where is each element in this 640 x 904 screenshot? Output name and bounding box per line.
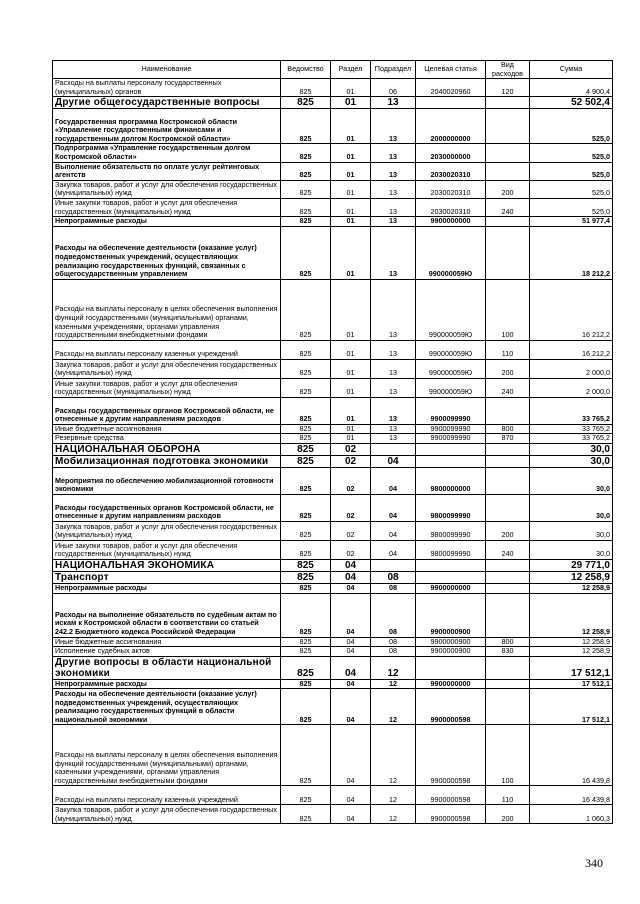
cell-section: 04 — [331, 725, 371, 786]
cell-name: Закупка товаров, работ и услуг для обеспечения государственных (муниципальных) нужд — [53, 805, 281, 824]
cell-exp-type: 800 — [486, 424, 530, 434]
cell-exp-type — [486, 494, 530, 521]
cell-dept: 825 — [281, 79, 331, 97]
table-row — [53, 540, 613, 559]
cell-exp-type: 830 — [486, 647, 530, 657]
cell-dept: 825 — [281, 689, 331, 725]
cell-target: 9900000598 — [416, 689, 486, 725]
cell-dept: 825 — [281, 467, 331, 494]
cell-section: 04 — [331, 689, 371, 725]
table-row — [53, 378, 613, 397]
cell-section: 04 — [331, 583, 371, 593]
cell-exp-type: 110 — [486, 340, 530, 359]
cell-amount: 29 771,0 — [530, 559, 613, 571]
cell-section: 01 — [331, 180, 371, 198]
cell-target: 990000059Ю — [416, 378, 486, 397]
table-row — [53, 679, 613, 689]
cell-subsection: 12 — [371, 786, 416, 805]
cell-dept: 825 — [281, 162, 331, 180]
cell-name: Расходы на выплаты персоналу в целях обеспечения выполнения функций государственными (муниципальными) органами, казенными учреждениями, органами управления государственными внебюджетными фондами — [53, 279, 281, 340]
cell-dept: 825 — [281, 217, 331, 227]
cell-subsection: 04 — [371, 540, 416, 559]
cell-exp-type — [486, 679, 530, 689]
table-row — [53, 359, 613, 378]
table-row — [53, 180, 613, 198]
cell-exp-type: 120 — [486, 79, 530, 97]
cell-amount: 12 258,9 — [530, 593, 613, 637]
cell-subsection: 08 — [371, 647, 416, 657]
cell-amount: 30,0 — [530, 443, 613, 455]
cell-subsection: 04 — [371, 521, 416, 540]
cell-dept: 825 — [281, 540, 331, 559]
table-row — [53, 97, 613, 109]
cell-name: НАЦИОНАЛЬНАЯ ОБОРОНА — [53, 443, 281, 455]
table-row — [53, 162, 613, 180]
cell-subsection: 04 — [371, 467, 416, 494]
header-subsection: Подраздел — [371, 61, 416, 79]
page-number: 340 — [585, 856, 603, 870]
cell-amount: 12 258,9 — [530, 571, 613, 583]
cell-target: 990000059Ю — [416, 226, 486, 279]
table-row — [53, 424, 613, 434]
cell-amount: 30,0 — [530, 467, 613, 494]
cell-exp-type: 100 — [486, 725, 530, 786]
cell-target: 9800099990 — [416, 494, 486, 521]
cell-amount: 52 502,4 — [530, 97, 613, 109]
cell-dept: 825 — [281, 637, 331, 647]
cell-target — [416, 455, 486, 467]
cell-exp-type: 800 — [486, 637, 530, 647]
cell-section: 01 — [331, 359, 371, 378]
table-row — [53, 725, 613, 786]
cell-section: 04 — [331, 647, 371, 657]
cell-subsection: 12 — [371, 805, 416, 824]
table-row — [53, 494, 613, 521]
cell-exp-type — [486, 583, 530, 593]
cell-amount: 30,0 — [530, 455, 613, 467]
cell-exp-type — [486, 571, 530, 583]
cell-target: 9900099990 — [416, 424, 486, 434]
table-row — [53, 397, 613, 424]
cell-exp-type — [486, 397, 530, 424]
cell-name: Иные закупки товаров, работ и услуг для обеспечения государственных (муниципальных) нужд — [53, 378, 281, 397]
cell-amount: 33 765,2 — [530, 424, 613, 434]
cell-amount: 33 765,2 — [530, 434, 613, 444]
header-exp-type: Вид расходов — [486, 61, 530, 79]
cell-dept: 825 — [281, 180, 331, 198]
cell-subsection: 06 — [371, 79, 416, 97]
header-section: Раздел — [331, 61, 371, 79]
cell-target — [416, 656, 486, 679]
cell-amount: 4 900,4 — [530, 79, 613, 97]
table-row — [53, 455, 613, 467]
cell-target — [416, 97, 486, 109]
cell-section: 01 — [331, 226, 371, 279]
cell-name: Расходы на выполнение обязательств по судебным актам по искам к Костромской области в соответствии со статьей 242.2 Бюджетного кодекса Российской Федерации — [53, 593, 281, 637]
cell-section: 01 — [331, 109, 371, 144]
cell-exp-type — [486, 443, 530, 455]
cell-section: 02 — [331, 521, 371, 540]
cell-target: 990000059Ю — [416, 279, 486, 340]
cell-dept: 825 — [281, 226, 331, 279]
cell-amount: 525,0 — [530, 109, 613, 144]
cell-subsection: 13 — [371, 340, 416, 359]
header-dept: Ведомство — [281, 61, 331, 79]
cell-target — [416, 571, 486, 583]
cell-dept: 825 — [281, 725, 331, 786]
cell-section: 01 — [331, 279, 371, 340]
cell-amount: 12 258,9 — [530, 647, 613, 657]
table-row — [53, 647, 613, 657]
cell-dept: 825 — [281, 455, 331, 467]
cell-target: 9900000598 — [416, 786, 486, 805]
table-row — [53, 226, 613, 279]
cell-target: 990000059Ю — [416, 359, 486, 378]
cell-amount: 17 512,1 — [530, 656, 613, 679]
cell-subsection: 13 — [371, 180, 416, 198]
cell-subsection: 04 — [371, 455, 416, 467]
cell-amount: 2 000,0 — [530, 359, 613, 378]
cell-exp-type: 200 — [486, 805, 530, 824]
cell-subsection: 04 — [371, 494, 416, 521]
cell-name: Расходы на обеспечение деятельности (оказание услуг) подведомственных учреждений, осуществляющих реализацию государственных функций, связанных с общегосударственным управлением — [53, 226, 281, 279]
cell-exp-type: 200 — [486, 180, 530, 198]
cell-subsection: 13 — [371, 279, 416, 340]
cell-exp-type: 240 — [486, 198, 530, 216]
cell-target: 9900099990 — [416, 434, 486, 444]
cell-amount: 12 258,9 — [530, 583, 613, 593]
cell-target: 990000059Ю — [416, 340, 486, 359]
table-row — [53, 521, 613, 540]
cell-exp-type — [486, 593, 530, 637]
cell-section: 04 — [331, 593, 371, 637]
cell-section: 01 — [331, 434, 371, 444]
cell-amount: 525,0 — [530, 180, 613, 198]
cell-name: Мероприятия по обеспечению мобилизационной готовности экономики — [53, 467, 281, 494]
cell-target: 9800099990 — [416, 521, 486, 540]
cell-name: Непрограммные расходы — [53, 679, 281, 689]
table-row — [53, 467, 613, 494]
cell-section: 01 — [331, 79, 371, 97]
cell-dept: 825 — [281, 378, 331, 397]
table-row — [53, 434, 613, 444]
cell-target: 9900000598 — [416, 725, 486, 786]
cell-target: 9900000000 — [416, 679, 486, 689]
cell-exp-type — [486, 455, 530, 467]
cell-subsection: 13 — [371, 109, 416, 144]
cell-subsection: 08 — [371, 637, 416, 647]
cell-amount: 30,0 — [530, 540, 613, 559]
cell-amount: 30,0 — [530, 521, 613, 540]
table-row — [53, 637, 613, 647]
cell-exp-type: 870 — [486, 434, 530, 444]
cell-section: 01 — [331, 424, 371, 434]
cell-target: 2000000000 — [416, 109, 486, 144]
cell-dept: 825 — [281, 340, 331, 359]
cell-section: 04 — [331, 805, 371, 824]
cell-name: Расходы государственных органов Костромской области, не отнесенные к другим направлениям расходов — [53, 494, 281, 521]
cell-section: 01 — [331, 378, 371, 397]
cell-exp-type — [486, 467, 530, 494]
cell-name: Иные бюджетные ассигнования — [53, 424, 281, 434]
cell-amount: 525,0 — [530, 144, 613, 162]
cell-exp-type: 240 — [486, 540, 530, 559]
cell-name: Иные закупки товаров, работ и услуг для обеспечения государственных (муниципальных) нужд — [53, 198, 281, 216]
cell-subsection: 12 — [371, 656, 416, 679]
cell-target: 2030020310 — [416, 162, 486, 180]
cell-target: 9900000000 — [416, 217, 486, 227]
cell-name: Расходы на выплаты персоналу казенных учреждений — [53, 786, 281, 805]
table-row — [53, 144, 613, 162]
cell-subsection: 13 — [371, 434, 416, 444]
cell-subsection: 13 — [371, 424, 416, 434]
cell-dept: 825 — [281, 647, 331, 657]
cell-name: Закупка товаров, работ и услуг для обеспечения государственных (муниципальных) нужд — [53, 521, 281, 540]
cell-name: Другие вопросы в области национальной экономики — [53, 656, 281, 679]
cell-subsection: 13 — [371, 397, 416, 424]
cell-amount: 16 212,2 — [530, 279, 613, 340]
cell-section: 04 — [331, 656, 371, 679]
cell-section: 04 — [331, 559, 371, 571]
cell-exp-type: 100 — [486, 279, 530, 340]
cell-exp-type — [486, 689, 530, 725]
cell-amount: 33 765,2 — [530, 397, 613, 424]
cell-name: Мобилизационная подготовка экономики — [53, 455, 281, 467]
table-row — [53, 593, 613, 637]
cell-amount: 16 439,8 — [530, 786, 613, 805]
header-name: Наименование — [53, 61, 281, 79]
cell-section: 01 — [331, 198, 371, 216]
cell-dept: 825 — [281, 424, 331, 434]
cell-dept: 825 — [281, 144, 331, 162]
cell-amount: 17 512,1 — [530, 679, 613, 689]
cell-subsection: 08 — [371, 593, 416, 637]
cell-dept: 825 — [281, 279, 331, 340]
table-row — [53, 786, 613, 805]
cell-exp-type — [486, 109, 530, 144]
cell-subsection: 12 — [371, 725, 416, 786]
cell-subsection: 12 — [371, 679, 416, 689]
table-row — [53, 656, 613, 679]
cell-amount: 51 977,4 — [530, 217, 613, 227]
cell-target: 9900000900 — [416, 647, 486, 657]
table-row — [53, 805, 613, 824]
cell-target: 9900099990 — [416, 397, 486, 424]
cell-name: Подпрограмма «Управление государственным долгом Костромской области» — [53, 144, 281, 162]
cell-amount: 16 439,8 — [530, 725, 613, 786]
table-row — [53, 279, 613, 340]
cell-amount: 2 000,0 — [530, 378, 613, 397]
cell-dept: 825 — [281, 443, 331, 455]
cell-exp-type — [486, 162, 530, 180]
cell-subsection: 13 — [371, 198, 416, 216]
cell-section: 04 — [331, 679, 371, 689]
cell-target: 9900000000 — [416, 583, 486, 593]
cell-amount: 16 212,2 — [530, 340, 613, 359]
cell-section: 02 — [331, 443, 371, 455]
cell-target: 2040020960 — [416, 79, 486, 97]
cell-section: 01 — [331, 340, 371, 359]
cell-name: Исполнение судебных актов — [53, 647, 281, 657]
table-row — [53, 443, 613, 455]
cell-dept: 825 — [281, 805, 331, 824]
table-row — [53, 79, 613, 97]
cell-amount: 1 060,3 — [530, 805, 613, 824]
cell-name: Расходы на выплаты персоналу в целях обеспечения выполнения функций государственными (муниципальными) органами, казенными учреждениями, органами управления государственными внебюджетными фондами — [53, 725, 281, 786]
cell-target: 2030000000 — [416, 144, 486, 162]
cell-subsection: 13 — [371, 359, 416, 378]
table-row — [53, 571, 613, 583]
cell-subsection: 13 — [371, 378, 416, 397]
cell-exp-type: 200 — [486, 521, 530, 540]
cell-section: 01 — [331, 97, 371, 109]
cell-subsection: 13 — [371, 97, 416, 109]
cell-name: Закупка товаров, работ и услуг для обеспечения государственных (муниципальных) нужд — [53, 359, 281, 378]
cell-section: 04 — [331, 637, 371, 647]
cell-amount: 18 212,2 — [530, 226, 613, 279]
table-row — [53, 217, 613, 227]
cell-section: 01 — [331, 162, 371, 180]
cell-section: 02 — [331, 455, 371, 467]
cell-subsection: 08 — [371, 583, 416, 593]
cell-dept: 825 — [281, 583, 331, 593]
cell-dept: 825 — [281, 109, 331, 144]
cell-target: 9900000900 — [416, 593, 486, 637]
cell-section: 02 — [331, 467, 371, 494]
cell-dept: 825 — [281, 571, 331, 583]
cell-exp-type — [486, 226, 530, 279]
cell-name: Государственная программа Костромской области «Управление государственными финансами и государственным долгом Костромской области» — [53, 109, 281, 144]
table-row — [53, 109, 613, 144]
cell-dept: 825 — [281, 656, 331, 679]
cell-name: Закупка товаров, работ и услуг для обеспечения государственных (муниципальных) нужд — [53, 180, 281, 198]
cell-section: 01 — [331, 217, 371, 227]
cell-subsection — [371, 443, 416, 455]
table-row — [53, 583, 613, 593]
table-row — [53, 340, 613, 359]
cell-target — [416, 443, 486, 455]
cell-target — [416, 559, 486, 571]
cell-target: 9900000598 — [416, 805, 486, 824]
cell-amount: 12 258,9 — [530, 637, 613, 647]
cell-name: Транспорт — [53, 571, 281, 583]
cell-section: 04 — [331, 786, 371, 805]
cell-name: Расходы на выплаты персоналу государственных (муниципальных) органов — [53, 79, 281, 97]
cell-name: Другие общегосударственные вопросы — [53, 97, 281, 109]
cell-dept: 825 — [281, 786, 331, 805]
cell-target: 9800000000 — [416, 467, 486, 494]
cell-exp-type — [486, 559, 530, 571]
cell-exp-type — [486, 144, 530, 162]
cell-exp-type: 200 — [486, 359, 530, 378]
table-header-row — [53, 61, 613, 79]
cell-dept: 825 — [281, 198, 331, 216]
cell-section: 04 — [331, 571, 371, 583]
cell-dept: 825 — [281, 434, 331, 444]
cell-name: Иные закупки товаров, работ и услуг для обеспечения государственных (муниципальных) нужд — [53, 540, 281, 559]
cell-target: 2030020310 — [416, 198, 486, 216]
cell-amount: 17 512,1 — [530, 689, 613, 725]
cell-subsection — [371, 559, 416, 571]
cell-dept: 825 — [281, 521, 331, 540]
cell-exp-type — [486, 97, 530, 109]
cell-exp-type: 240 — [486, 378, 530, 397]
table-row — [53, 559, 613, 571]
table-row — [53, 198, 613, 216]
cell-subsection: 08 — [371, 571, 416, 583]
cell-name: Расходы на выплаты персоналу казенных учреждений — [53, 340, 281, 359]
cell-name: Расходы на обеспечение деятельности (оказание услуг) подведомственных учреждений, осуществляющих реализацию государственных функций в области национальной экономики — [53, 689, 281, 725]
cell-name: Непрограммные расходы — [53, 583, 281, 593]
cell-amount: 525,0 — [530, 198, 613, 216]
cell-exp-type: 110 — [486, 786, 530, 805]
cell-name: Резервные средства — [53, 434, 281, 444]
cell-amount: 30,0 — [530, 494, 613, 521]
cell-target: 9800099990 — [416, 540, 486, 559]
cell-dept: 825 — [281, 97, 331, 109]
cell-target: 2030020310 — [416, 180, 486, 198]
cell-dept: 825 — [281, 397, 331, 424]
table-body — [53, 79, 613, 824]
cell-dept: 825 — [281, 593, 331, 637]
cell-section: 01 — [331, 397, 371, 424]
cell-subsection: 13 — [371, 217, 416, 227]
cell-amount: 525,0 — [530, 162, 613, 180]
cell-section: 01 — [331, 144, 371, 162]
cell-name: Выполнение обязательств по оплате услуг рейтинговых агентств — [53, 162, 281, 180]
cell-target: 9900000900 — [416, 637, 486, 647]
cell-subsection: 13 — [371, 226, 416, 279]
cell-name: Расходы государственных органов Костромской области, не отнесенные к другим направлениям расходов — [53, 397, 281, 424]
cell-exp-type — [486, 656, 530, 679]
header-target: Целевая статья — [416, 61, 486, 79]
cell-dept: 825 — [281, 679, 331, 689]
cell-section: 02 — [331, 494, 371, 521]
cell-dept: 825 — [281, 494, 331, 521]
cell-dept: 825 — [281, 359, 331, 378]
cell-subsection: 13 — [371, 162, 416, 180]
table-row — [53, 689, 613, 725]
cell-name: Иные бюджетные ассигнования — [53, 637, 281, 647]
cell-dept: 825 — [281, 559, 331, 571]
budget-table — [52, 60, 613, 824]
cell-name: НАЦИОНАЛЬНАЯ ЭКОНОМИКА — [53, 559, 281, 571]
cell-subsection: 13 — [371, 144, 416, 162]
cell-section: 02 — [331, 540, 371, 559]
cell-name: Непрограммные расходы — [53, 217, 281, 227]
cell-subsection: 12 — [371, 689, 416, 725]
header-amount: Сумма — [530, 61, 613, 79]
cell-exp-type — [486, 217, 530, 227]
